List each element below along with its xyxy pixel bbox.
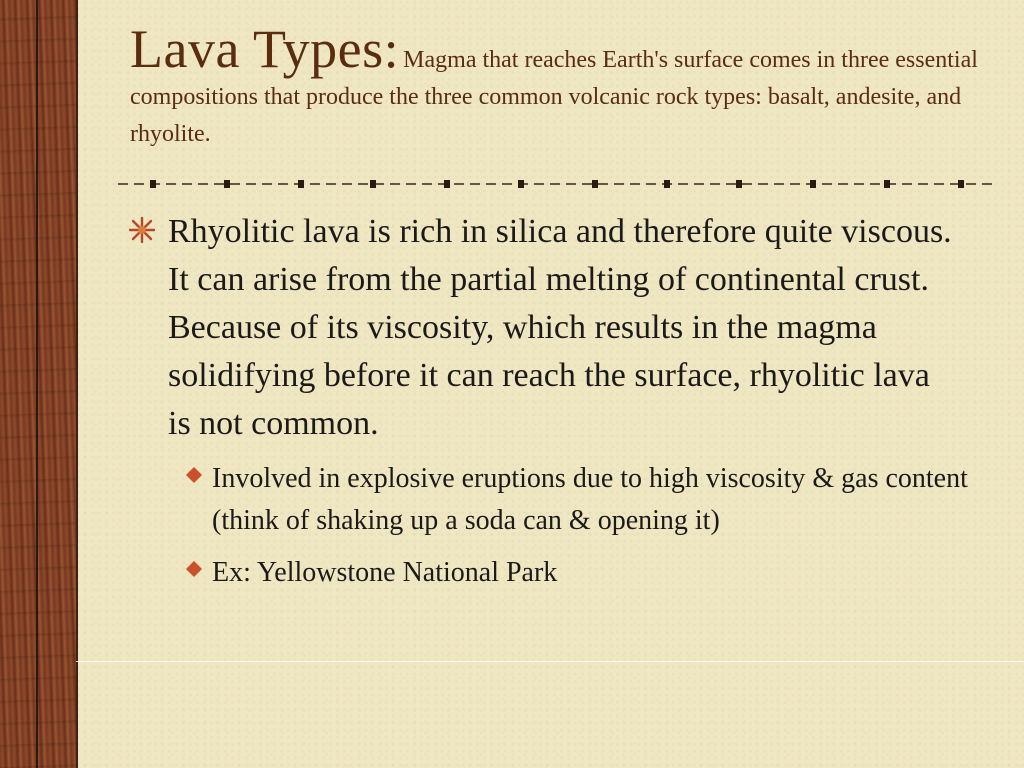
wood-border [0,0,78,768]
sub-bullet [186,552,988,594]
diamond-icon [186,467,202,483]
main-bullet-text: Rhyolitic lava is rich in silica and therefore quite viscous. It can arise from the partial melting of continental crust. Because of its viscosity, which results in the magma solidifying before it can reach the surface, rhyolitic lava is not common. [168,213,952,442]
slide-subtitle: Magma that reaches Earth's surface comes in three essential compositions that produce the three common volcanic rock types: basalt, andesite, and rhyolite. [130,47,978,147]
sub-bullet-text: Involved in explosive eruptions due to high viscosity & gas content (think of shaking up a soda can & opening it) [212,463,968,536]
footer-divider [76,661,1024,662]
diamond-icon [186,561,202,577]
main-bullet [128,208,988,448]
slide-title-block [130,19,990,154]
sub-bullet [186,458,988,542]
slide-content [128,208,988,594]
slide-title: Lava Types: [130,19,400,79]
sub-bullet-text: Ex: Yellowstone National Park [212,557,558,588]
starburst-icon [128,216,156,244]
dashed-divider [118,178,994,190]
